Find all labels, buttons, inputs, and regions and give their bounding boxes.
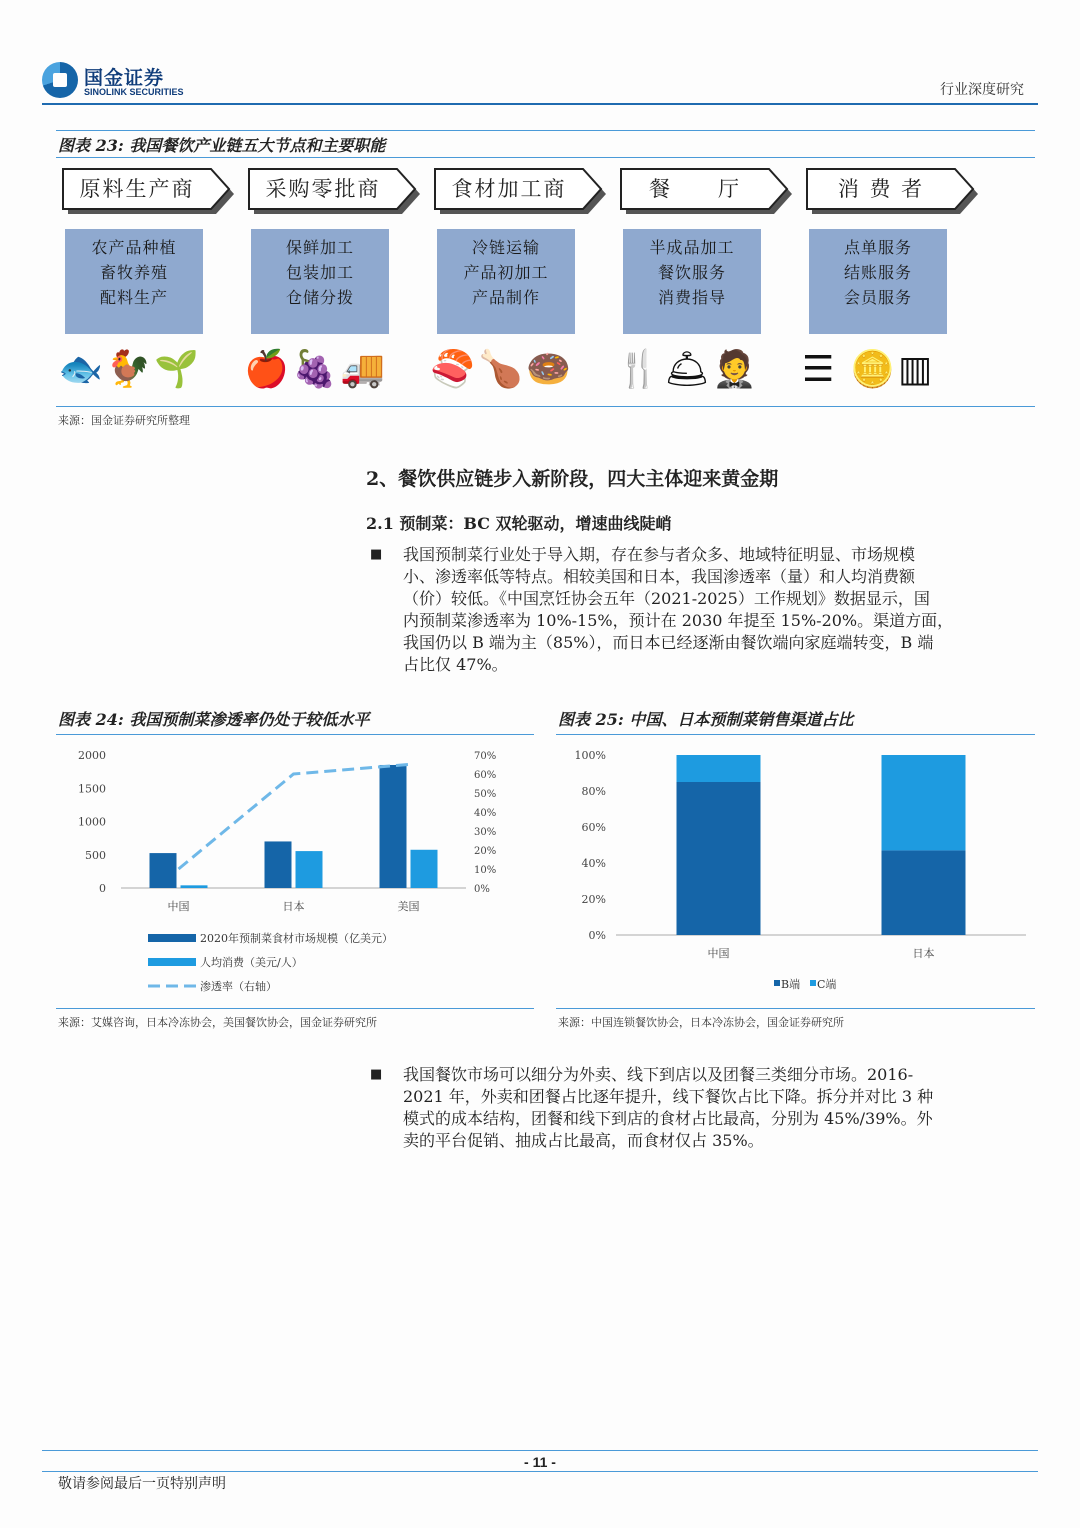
grapes-icon: 🍇 <box>292 349 337 390</box>
drumstick-icon: 🍗 <box>478 349 523 390</box>
x-tick-label: 日本 <box>912 947 935 960</box>
legend-swatch <box>148 958 196 966</box>
legend-swatch <box>810 980 816 986</box>
figure-24-title: 图表 24: 我国预制菜渗透率仍处于较低水平 <box>58 710 370 729</box>
paragraph-line: 内预制菜渗透率为 10%-15%，预计在 2030 年提至 15%-20%。渠道方面， <box>403 611 954 630</box>
sub-heading: 2.1 预制菜：BC 双轮驱动，增速曲线陡峭 <box>366 514 672 533</box>
legend-swatch <box>148 934 196 942</box>
bullet-icon: ■ <box>370 1067 383 1082</box>
paragraph-line: 我国预制菜行业处于导入期，存在参与者众多、地域特征明显、市场规模 <box>403 545 916 564</box>
waiter-icon: 🤵 <box>712 349 757 390</box>
legend-swatch <box>774 980 780 986</box>
bar-c-channel <box>677 755 761 782</box>
y-tick-label: 60% <box>581 821 606 834</box>
divider <box>56 130 1035 131</box>
y-tick-label: 80% <box>581 785 606 798</box>
bar-market-size <box>265 841 292 888</box>
rooster-icon: 🐓 <box>106 349 151 390</box>
chain-duties-box <box>623 229 761 334</box>
footer-rule <box>42 1471 1038 1472</box>
duty-item: 仓储分拨 <box>285 288 354 307</box>
y-tick-label: 0% <box>588 929 606 942</box>
y-tick-label: 40% <box>581 857 606 870</box>
paragraph-line: 模式的成本结构，团餐和线下到店的食材占比最高，分别为 45%/39%。外 <box>403 1109 933 1128</box>
duty-item: 点单服务 <box>843 238 912 257</box>
y-tick-label: 20% <box>581 893 606 906</box>
truck-icon: 🚚 <box>340 349 385 390</box>
coins-icon: 🪙 <box>850 349 895 390</box>
logo-mark-icon <box>42 62 78 98</box>
penetration-line <box>179 765 409 870</box>
bar-b-channel <box>677 782 761 935</box>
figure-25-title: 图表 25: 中国、日本预制菜销售渠道占比 <box>558 710 854 729</box>
footer-rule <box>42 1450 1038 1451</box>
report-type: 行业深度研究 <box>940 82 1024 98</box>
divider <box>556 734 1035 735</box>
duty-item: 结账服务 <box>843 263 912 282</box>
figure-25-source: 来源：中国连锁餐饮协会，日本冷冻协会，国金证券研究所 <box>558 1016 844 1029</box>
divider <box>56 734 534 735</box>
sushi-icon: 🍣 <box>430 349 475 390</box>
chain-node <box>806 168 976 210</box>
bar-market-size <box>150 853 177 888</box>
figure-23-title: 图表 23: 我国餐饮产业链五大节点和主要职能 <box>58 136 386 155</box>
logo-english-text: SINOLINK SECURITIES <box>84 87 184 97</box>
y-right-tick-label: 0% <box>474 884 490 895</box>
duty-item: 会员服务 <box>843 288 912 307</box>
duty-item: 包装加工 <box>285 263 354 282</box>
chart-penetration <box>56 738 536 1006</box>
duty-item: 农产品种植 <box>91 238 177 257</box>
y-left-tick-label: 0 <box>99 882 106 895</box>
paragraph-1 <box>403 544 1031 676</box>
duty-item: 保鲜加工 <box>285 238 354 257</box>
duty-item: 冷链运输 <box>471 238 540 257</box>
y-left-tick-label: 500 <box>85 848 106 862</box>
legend-label: C端 <box>817 978 837 991</box>
page-number: - 11 - <box>524 1454 556 1470</box>
y-left-tick-label: 1500 <box>78 782 106 796</box>
menu-list-icon: ☰ <box>802 349 835 390</box>
y-right-tick-label: 40% <box>474 808 497 819</box>
chain-node-label: 采购零批商 <box>265 177 381 201</box>
duty-item: 消费指导 <box>657 288 726 307</box>
y-right-tick-label: 70% <box>474 751 497 762</box>
chain-node <box>62 168 232 210</box>
paragraph-line: 我国仍以 B 端为主（85%），而日本已经逐渐由餐饮端向家庭端转变，B 端 <box>403 633 934 652</box>
divider <box>56 406 1035 407</box>
y-tick-label: 100% <box>574 749 606 762</box>
paragraph-line: 我国餐饮市场可以细分为外卖、线下到店以及团餐三类细分市场。2016- <box>403 1065 914 1084</box>
chain-node <box>620 168 790 210</box>
x-tick-label: 日本 <box>282 900 305 913</box>
chain-duties-box <box>65 229 203 334</box>
y-left-tick-label: 1000 <box>78 815 106 829</box>
duty-item: 产品初加工 <box>463 263 549 282</box>
paragraph-2 <box>403 1064 1031 1152</box>
bar-per-capita <box>411 850 438 888</box>
logo-text: 国金证券 <box>84 67 165 89</box>
bar-per-capita <box>181 885 208 888</box>
divider <box>56 157 1035 158</box>
fish-icon: 🐟 <box>58 349 103 390</box>
duty-item: 配料生产 <box>99 288 168 307</box>
duty-item: 畜牧养殖 <box>99 263 168 282</box>
chain-duties-box <box>437 229 575 334</box>
legend-label: 人均消费（美元/人） <box>200 956 303 969</box>
y-right-tick-label: 50% <box>474 789 497 800</box>
duty-item: 半成品加工 <box>649 238 735 257</box>
bar-per-capita <box>296 851 323 888</box>
duty-item: 餐饮服务 <box>657 263 726 282</box>
sprout-icon: 🌱 <box>154 349 199 390</box>
x-tick-label: 美国 <box>397 900 420 913</box>
legend-label: 渗透率（右轴） <box>200 980 277 993</box>
x-tick-label: 中国 <box>167 900 190 913</box>
figure-23-source: 来源：国金证券研究所整理 <box>58 414 190 427</box>
y-right-tick-label: 20% <box>474 846 497 857</box>
chain-node-label: 食材加工商 <box>451 177 567 201</box>
paragraph-line: 小、渗透率低等特点。相较美国和日本，我国渗透率（量）和人均消费额 <box>403 567 916 586</box>
figure-24-source: 来源：艾媒咨询，日本冷冻协会，美国餐饮协会，国金证券研究所 <box>58 1016 377 1029</box>
cloche-icon: 🛎 <box>664 349 710 390</box>
paragraph-line: （价）较低。《中国烹饪协会五年（2021-2025）工作规划》数据显示，国 <box>403 589 930 608</box>
x-tick-label: 中国 <box>707 947 730 960</box>
y-right-tick-label: 30% <box>474 827 497 838</box>
bar-b-channel <box>882 850 966 935</box>
chain-duties-box <box>809 229 947 334</box>
barcode-icon: ▥ <box>898 349 933 390</box>
chain-node-label: 原料生产商 <box>79 177 195 201</box>
divider <box>56 1008 534 1009</box>
y-right-tick-label: 10% <box>474 865 497 876</box>
legend-label: 2020年预制菜食材市场规模（亿美元） <box>200 932 393 945</box>
y-left-tick-label: 2000 <box>78 749 106 762</box>
bullet-icon: ■ <box>370 547 383 562</box>
paragraph-line: 2021 年，外卖和团餐占比逐年提升，线下餐饮占比下降。拆分并对比 3 种 <box>403 1087 934 1106</box>
legend-label: B端 <box>781 978 801 991</box>
fork-knife-icon: 🍴 <box>616 349 661 390</box>
divider <box>556 1008 1035 1009</box>
bar-c-channel <box>882 755 966 850</box>
paragraph-line: 占比仅 47%。 <box>403 655 508 674</box>
chain-node-label: 消 费 者 <box>837 177 925 201</box>
chain-node <box>248 168 418 210</box>
chain-node-label: 餐 厅 <box>649 177 741 201</box>
apple-icon: 🍎 <box>244 349 289 390</box>
duty-item: 产品制作 <box>471 288 540 307</box>
chain-duties-box <box>251 229 389 334</box>
section-heading: 2、餐饮供应链步入新阶段，四大主体迎来黄金期 <box>366 468 779 490</box>
bar-market-size <box>380 765 407 888</box>
header-rule <box>42 103 1038 105</box>
y-right-tick-label: 60% <box>474 770 497 781</box>
chart-channel-share <box>556 738 1036 1006</box>
donut-icon: 🍩 <box>526 349 571 390</box>
disclaimer: 敬请参阅最后一页特别声明 <box>58 1476 226 1492</box>
chain-node <box>434 168 604 210</box>
paragraph-line: 卖的平台促销、抽成占比最高，而食材仅占 35%。 <box>403 1131 764 1150</box>
